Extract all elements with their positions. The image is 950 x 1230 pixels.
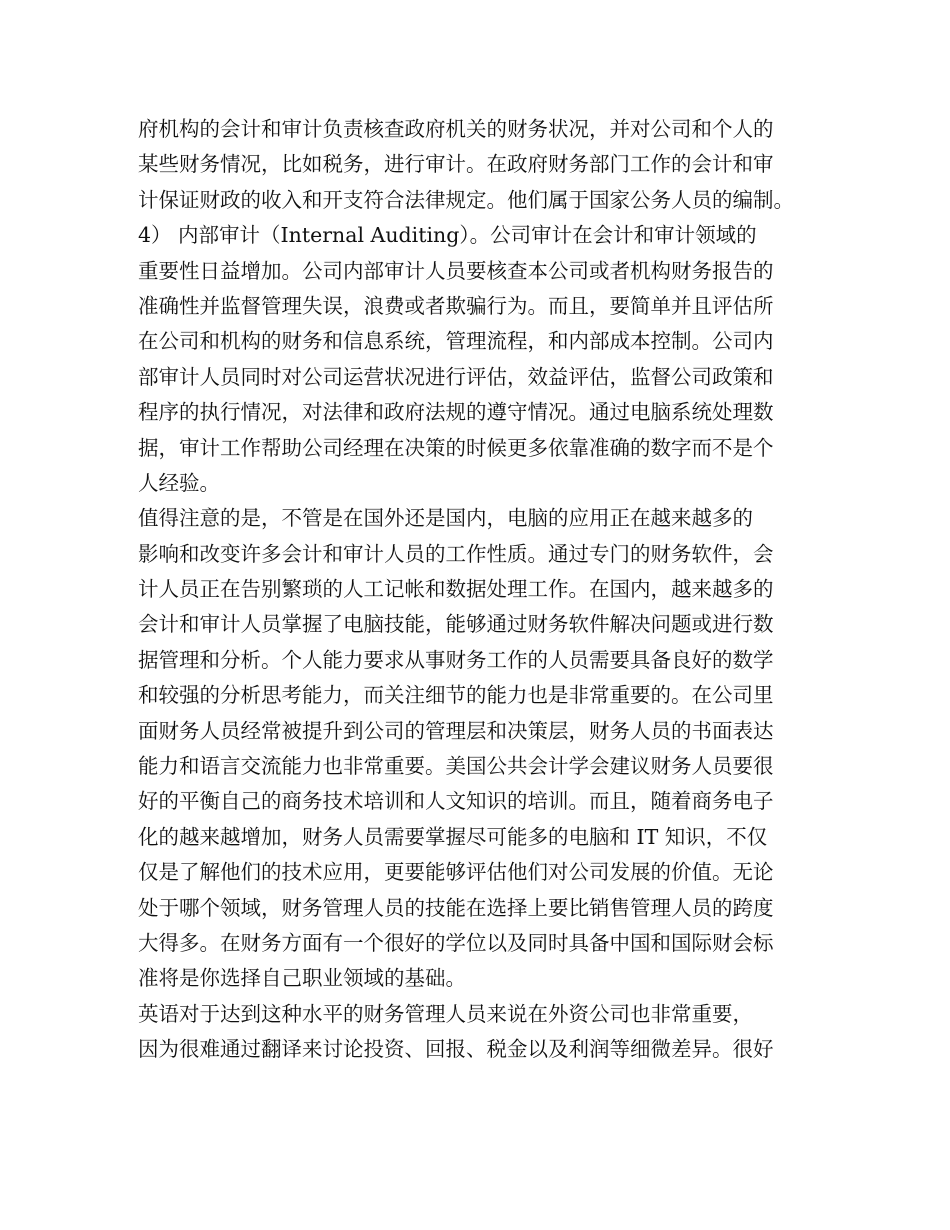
text-line: 据管理和分析。个人能力要求从事财务工作的人员需要具备良好的数学 [138, 647, 774, 672]
text-line: 在公司和机构的财务和信息系统，管理流程，和内部成本控制。公司内 [138, 329, 774, 354]
text-line: 处于哪个领域，财务管理人员的技能在选择上要比销售管理人员的跨度 [138, 895, 774, 920]
text-line: 面财务人员经常被提升到公司的管理层和决策层，财务人员的书面表达 [138, 718, 774, 743]
text-line: 据，审计工作帮助公司经理在决策的时候更多依靠准确的数字而不是个 [138, 435, 774, 460]
body-text [138, 112, 828, 1068]
text-line: 化的越来越增加，财务人员需要掌握尽可能多的电脑和 IT 知识，不仅 [138, 824, 768, 849]
text-line: 某些财务情况，比如税务，进行审计。在政府财务部门工作的会计和审 [138, 152, 774, 177]
text-line: 好的平衡自己的商务技术培训和人文知识的培训。而且，随着商务电子 [138, 789, 774, 814]
text-line: 和较强的分析思考能力，而关注细节的能力也是非常重要的。在公司里 [138, 683, 774, 708]
text-line: 部审计人员同时对公司运营状况进行评估，效益评估，监督公司政策和 [138, 364, 774, 389]
text-line: 计人员正在告别繁琐的人工记帐和数据处理工作。在国内，越来越多的 [138, 577, 774, 602]
text-line: 人经验。 [138, 470, 220, 495]
text-line: 4） 内部审计（Internal Auditing）。公司审计在会计和审计领域的 [138, 223, 757, 248]
text-line: 影响和改变许多会计和审计人员的工作性质。通过专门的财务软件，会 [138, 541, 774, 566]
text-line: 大得多。在财务方面有一个很好的学位以及同时具备中国和国际财会标 [138, 930, 774, 955]
text-line: 会计和审计人员掌握了电脑技能，能够通过财务软件解决问题或进行数 [138, 612, 774, 637]
text-line: 准确性并监督管理失误，浪费或者欺骗行为。而且，要简单并且评估所 [138, 293, 774, 318]
text-line: 计保证财政的收入和开支符合法律规定。他们属于国家公务人员的编制。 [138, 187, 794, 212]
text-line: 准将是你选择自己职业领域的基础。 [138, 966, 466, 991]
text-line: 重要性日益增加。公司内部审计人员要核查本公司或者机构财务报告的 [138, 258, 774, 283]
text-line: 英语对于达到这种水平的财务管理人员来说在外资公司也非常重要， [138, 1001, 753, 1026]
text-line: 仅是了解他们的技术应用，更要能够评估他们对公司发展的价值。无论 [138, 860, 774, 885]
text-line: 府机构的会计和审计负责核查政府机关的财务状况，并对公司和个人的 [138, 117, 774, 141]
text-line: 值得注意的是，不管是在国外还是国内，电脑的应用正在越来越多的 [138, 506, 753, 531]
text-line: 程序的执行情况，对法律和政府法规的遵守情况。通过电脑系统处理数 [138, 400, 774, 425]
text-line: 能力和语言交流能力也非常重要。美国公共会计学会建议财务人员要很 [138, 754, 774, 779]
text-line: 因为很难通过翻译来讨论投资、回报、税金以及利润等细微差异。很好 [138, 1037, 774, 1062]
